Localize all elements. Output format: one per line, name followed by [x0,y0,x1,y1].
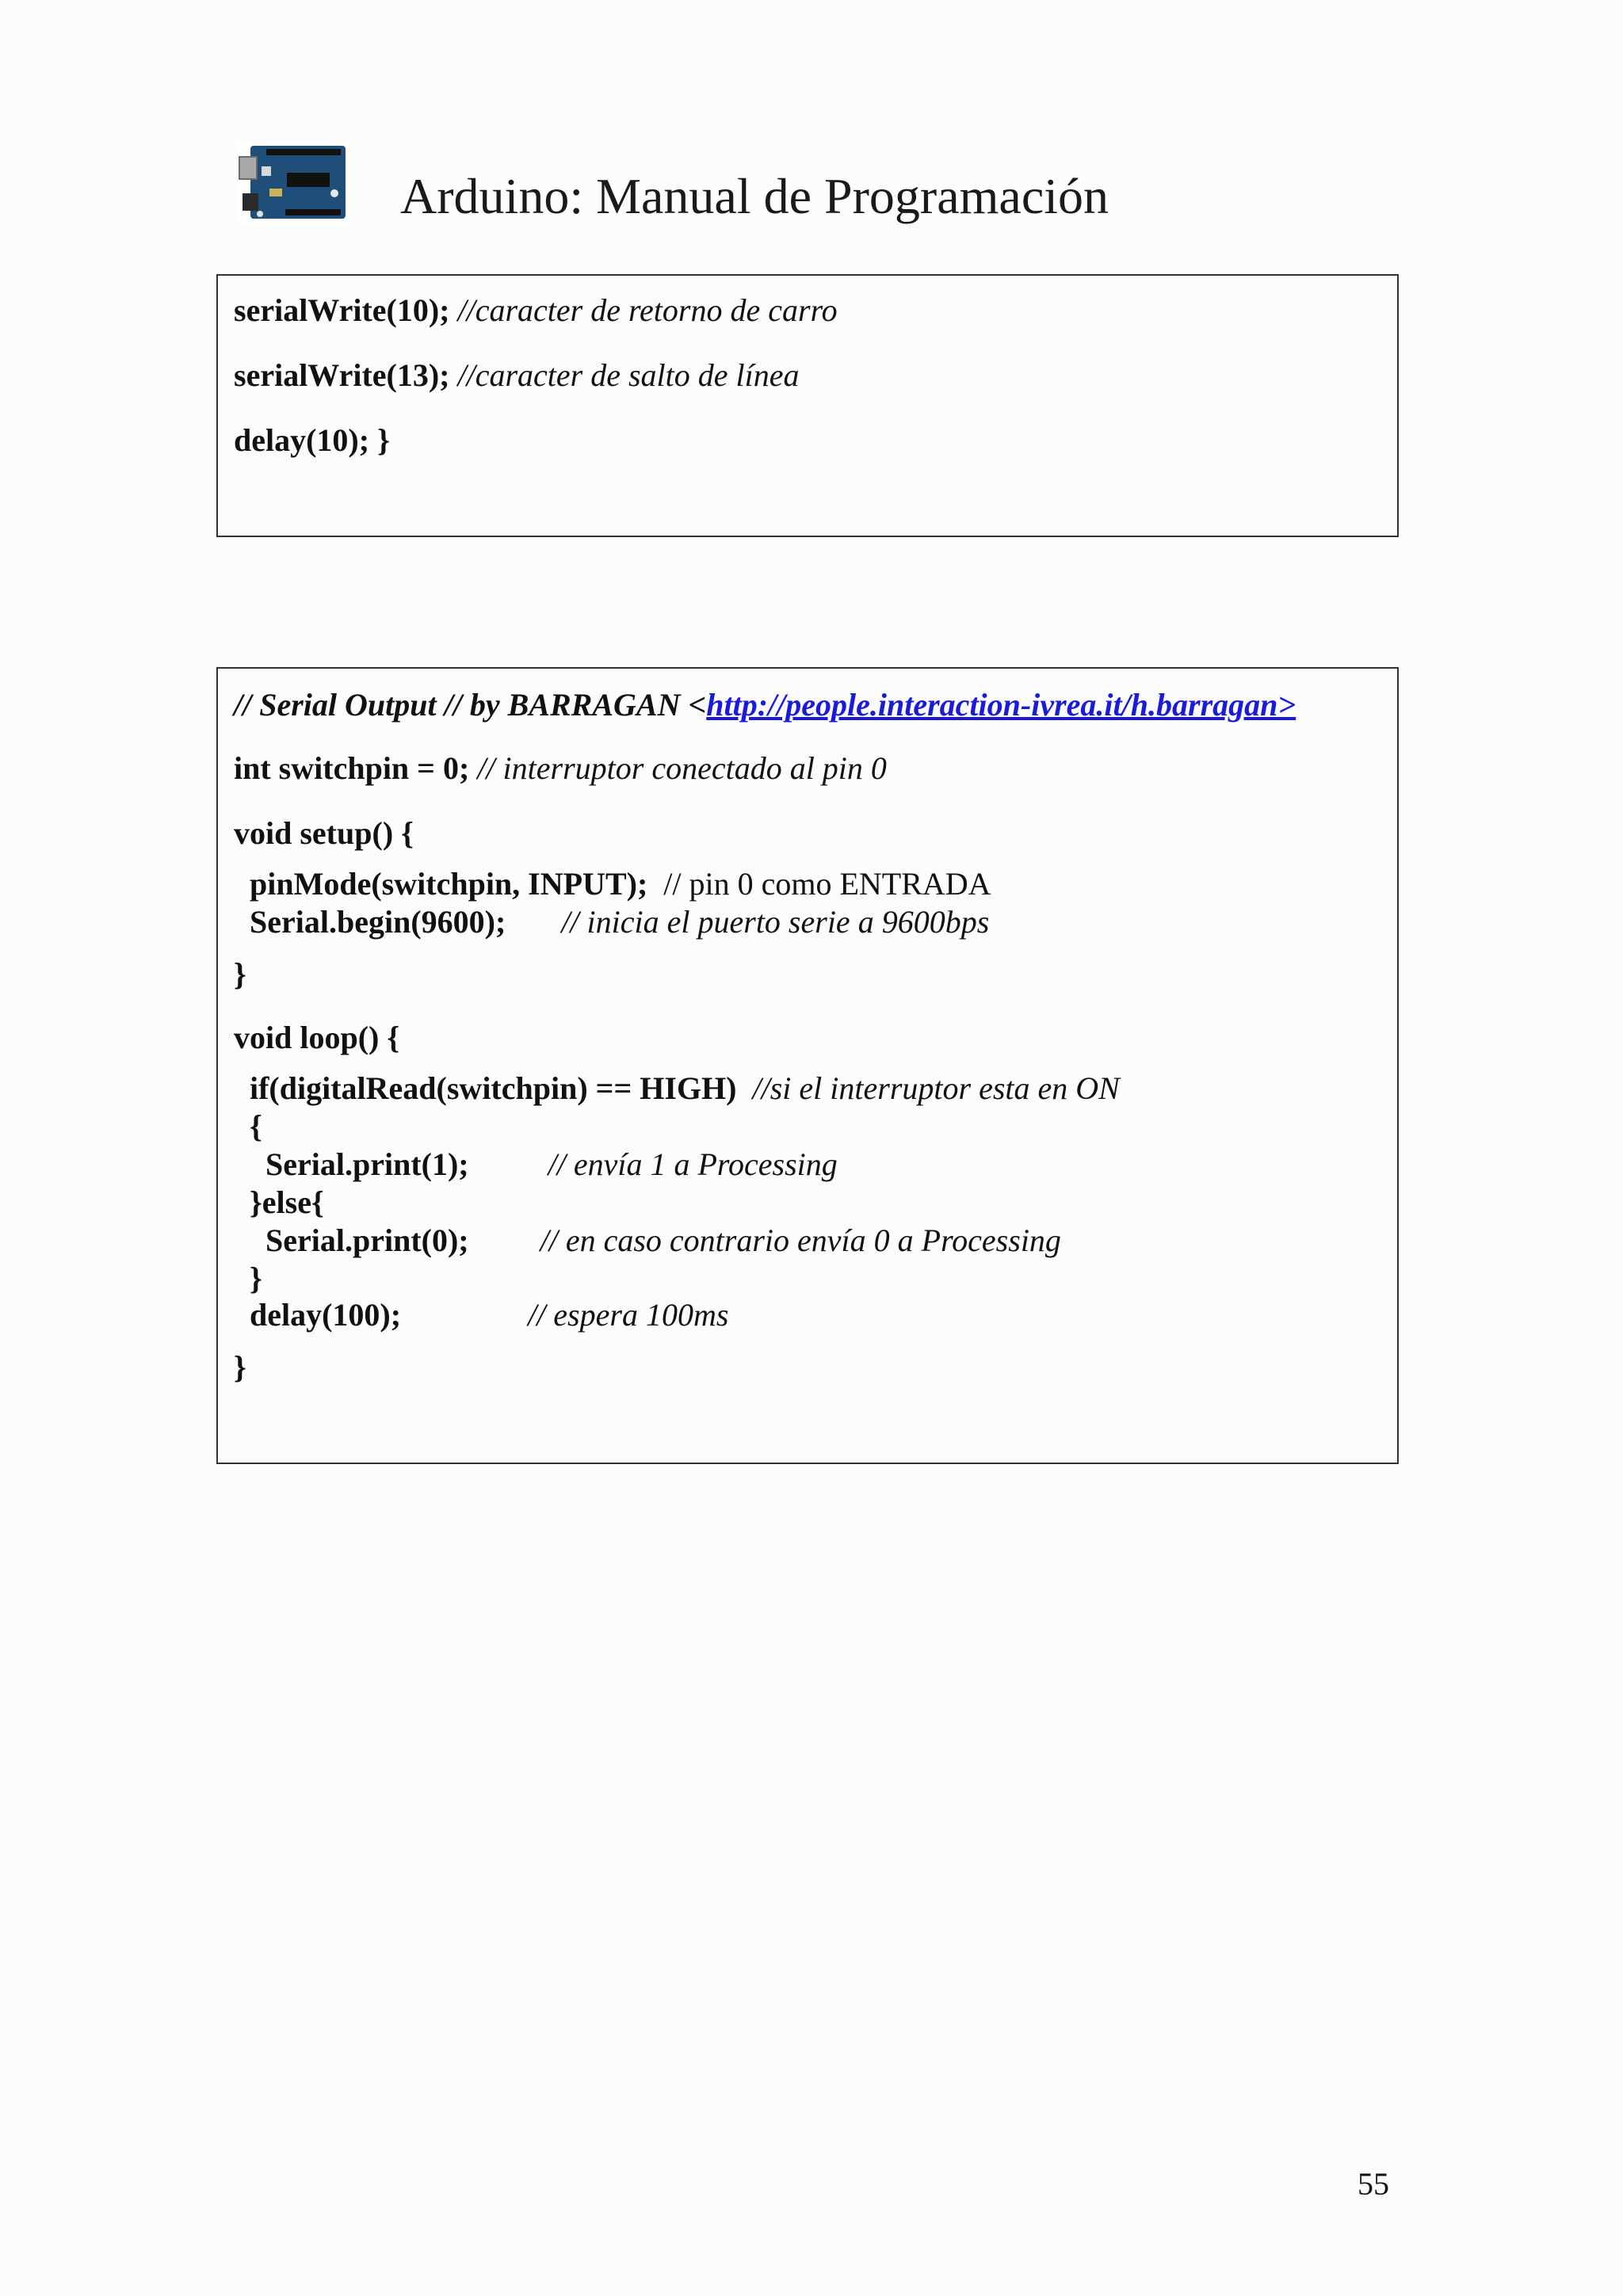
code-line [234,292,838,328]
page-title: Arduino: Manual de Programación [400,168,1109,224]
code-line [234,1184,324,1220]
code-line [234,815,414,851]
code-text: delay(10); } [234,422,390,458]
code-text: serialWrite(10); [234,292,450,328]
code-line [234,868,991,900]
code-text: delay(100); [234,1297,402,1333]
code-text: void loop() { [234,1020,400,1055]
code-line [234,1349,246,1385]
code-text: { [234,1108,262,1144]
code-comment: // inicia el puerto serie a 9600bps [506,904,990,940]
code-box-serial-write [216,274,1399,537]
code-comment: // pin 0 como ENTRADA [647,866,991,902]
code-line [234,906,989,938]
page-number: 55 [1358,2166,1389,2202]
code-header-line [234,689,1296,721]
code-text: Serial.begin(9600); [234,904,506,940]
code-line [234,750,887,786]
code-text: Serial.print(1); [234,1146,469,1182]
code-text: } [234,956,246,992]
code-text: pinMode(switchpin, INPUT); [234,866,648,902]
code-line [234,1022,399,1054]
code-comment: // en caso contrario envía 0 a Processing [468,1222,1061,1258]
code-line [234,422,390,458]
code-box-serial-output [216,667,1399,1464]
code-text: Serial.print(0); [234,1222,469,1258]
code-text: void setup() { [234,815,414,851]
author-link[interactable]: http://people.interaction-ivrea.it/h.barragan> [706,687,1296,723]
arduino-board-icon [238,143,349,223]
code-text: serialWrite(13); [234,357,450,393]
code-comment: // espera 100ms [401,1297,729,1333]
code-comment: //caracter de salto de línea [449,357,800,393]
code-comment: //si el interruptor esta en ON [736,1070,1120,1106]
code-text: } [234,1261,262,1296]
code-line [234,1146,838,1182]
code-line [234,1070,1120,1106]
code-text: }else{ [234,1184,324,1220]
code-line [234,357,800,393]
code-line [234,1299,728,1331]
code-header-prefix: // Serial Output // by BARRAGAN < [234,687,707,723]
code-comment: // envía 1 a Processing [468,1146,838,1182]
code-text: } [234,1349,246,1385]
code-comment: // interruptor conectado al pin 0 [469,750,887,786]
code-line [234,956,246,992]
code-line [234,1263,262,1295]
code-line [234,1222,1061,1258]
code-line [234,1108,262,1144]
code-text: if(digitalRead(switchpin) == HIGH) [234,1070,737,1106]
code-comment: //caracter de retorno de carro [449,292,838,328]
code-text: int switchpin = 0; [234,750,470,786]
